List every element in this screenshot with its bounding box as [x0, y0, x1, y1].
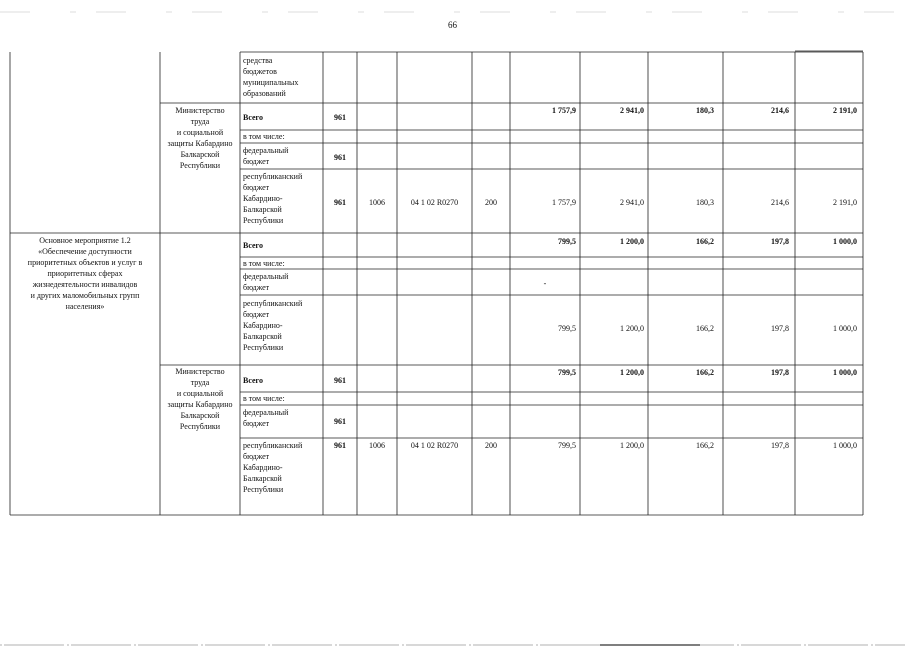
sec3-republic-line: Кабардино- [243, 463, 283, 472]
sec1-federal-line: бюджет [243, 157, 270, 166]
sec3-rep-value-1: 1 200,0 [620, 441, 644, 450]
sec1-federal-grbs: 961 [334, 153, 346, 162]
sec3-ministry-line: Республики [179, 422, 221, 431]
sec3-rep-vr: 200 [485, 441, 497, 450]
sec1-rep-rzpr: 1006 [369, 198, 385, 207]
sec1-total-1: 2 941,0 [620, 106, 644, 115]
sec3-ministry-line: труда [190, 378, 210, 387]
sec3-ministry-line: и социальной [176, 389, 224, 398]
sec1-vsego-grbs: 961 [334, 113, 346, 122]
sec3-federal-grbs: 961 [334, 417, 346, 426]
sec2-republic-line: Балкарской [243, 332, 282, 341]
sec3-rep-grbs: 961 [334, 441, 346, 450]
sec2-republic-line: Республики [243, 343, 284, 352]
sec1-federal [243, 145, 288, 167]
sec1-top-source-line: средства [243, 56, 273, 65]
sec2-rep-value-0: 799,5 [558, 324, 576, 333]
sec3-rep-csr: 04 1 02 R0270 [410, 441, 459, 450]
sec2-measure-line: приоритетных объектов и услуг в [27, 258, 143, 267]
sec3-rep-value-0: 799,5 [558, 441, 576, 450]
sec2-federal-line: федеральный [243, 272, 289, 281]
sec1-ministry-line: труда [190, 117, 210, 126]
sec2-republic-line: Кабардино- [243, 321, 283, 330]
sec2-rep-value-4: 1 000,0 [833, 324, 857, 333]
sec1-ministry-line: Министерство [175, 106, 225, 115]
sec3-total-2: 166,2 [696, 368, 714, 377]
sec3-federal-line: федеральный [243, 408, 289, 417]
sec2-federal [243, 271, 288, 293]
sec3-total-4: 1 000,0 [833, 368, 857, 377]
sec2-total-2: 166,2 [696, 237, 714, 246]
sec2-total-4: 1 000,0 [833, 237, 857, 246]
scan-edge-top [0, 0, 905, 2]
sec3-ministry-line: защиты Кабардино [167, 400, 233, 409]
sec3-total-1: 1 200,0 [620, 368, 644, 377]
sec1-republic-line: республиканский [243, 172, 303, 181]
sec3-total-0: 799,5 [558, 368, 576, 377]
sec1-top-source-line: образований [243, 89, 286, 98]
sec1-ministry-line: и социальной [176, 128, 224, 137]
sec1-ministry-line: защиты Кабардино [167, 139, 233, 148]
sec2-vsego-label: Всего [243, 241, 263, 250]
sec3-republic-line: Балкарской [243, 474, 282, 483]
sec2-federal-dash: - [543, 279, 547, 288]
sec3-ministry-line: Балкарской [180, 411, 220, 420]
sec2-v-tom-chisle: в том числе: [243, 259, 285, 268]
sec2-total-0: 799,5 [558, 237, 576, 246]
sec3-v-tom-chisle: в том числе: [243, 394, 285, 403]
sec1-rep-value-1: 2 941,0 [620, 198, 644, 207]
sec3-vsego-label: Всего [243, 376, 263, 385]
sec3-rep-rzpr: 1006 [369, 441, 385, 450]
sec1-federal-line: федеральный [243, 146, 289, 155]
sec3-vsego-grbs: 961 [334, 376, 346, 385]
sec3-rep-value-2: 166,2 [696, 441, 714, 450]
sec3-federal-line: бюджет [243, 419, 270, 428]
page-number: 66 [448, 20, 457, 30]
sec1-rep-value-3: 214,6 [771, 198, 789, 207]
sec2-measure-line: «Обеспечение доступности [38, 247, 132, 256]
scan-edge-top-marks [0, 11, 905, 13]
sec2-measure [10, 235, 160, 312]
sec1-rep-vr: 200 [485, 198, 497, 207]
sec1-vsego-label: Всего [243, 113, 263, 122]
sec3-republic-line: республиканский [243, 441, 303, 450]
sec1-rep-value-4: 2 191,0 [833, 198, 857, 207]
scan-edge-bottom [0, 634, 905, 638]
sec3-total-3: 197,8 [771, 368, 789, 377]
sec1-rep-value-0: 1 757,9 [552, 198, 576, 207]
sec1-ministry [160, 105, 240, 171]
sec2-total-3: 197,8 [771, 237, 789, 246]
scan-edge-bottom-marks [0, 643, 905, 647]
sec1-republic-line: бюджет [243, 183, 270, 192]
sec2-measure-line: жизнедеятельности инвалидов [32, 280, 138, 289]
sec2-federal-line: бюджет [243, 283, 270, 292]
sec1-top-source-line: бюджетов [243, 67, 277, 76]
sec3-ministry-line: Министерство [175, 367, 225, 376]
sec1-v-tom-chisle: в том числе: [243, 132, 285, 141]
sec1-top-source-line: муниципальных [243, 78, 299, 87]
sec1-rep-grbs: 961 [334, 198, 346, 207]
sec1-republic-line: Кабардино- [243, 194, 283, 203]
sec2-measure-line: приоритетных сферах [47, 269, 123, 278]
sec3-republic-line: бюджет [243, 452, 270, 461]
sec3-republic-line: Республики [243, 485, 284, 494]
sec1-ministry-line: Республики [179, 161, 221, 170]
sec1-total-4: 2 191,0 [833, 106, 857, 115]
sec2-rep-value-3: 197,8 [771, 324, 789, 333]
sec2-rep-value-2: 166,2 [696, 324, 714, 333]
sec3-rep-value-4: 1 000,0 [833, 441, 857, 450]
sec1-republic-line: Республики [243, 216, 284, 225]
sec2-republic [243, 298, 302, 353]
sec1-total-2: 180,3 [696, 106, 714, 115]
sec2-measure-line: Основное мероприятие 1.2 [39, 236, 131, 245]
sec3-rep-value-3: 197,8 [771, 441, 789, 450]
sec1-rep-csr: 04 1 02 R0270 [410, 198, 459, 207]
sec1-total-3: 214,6 [771, 106, 789, 115]
sec2-rep-value-1: 1 200,0 [620, 324, 644, 333]
sec1-ministry-line: Балкарской [180, 150, 220, 159]
sec1-top-source [243, 55, 321, 99]
sec2-total-1: 1 200,0 [620, 237, 644, 246]
sec2-measure-line: и других маломобильных групп [30, 291, 140, 300]
sec3-republic [243, 440, 302, 495]
sec2-measure-line: населения» [65, 302, 105, 311]
sec1-rep-value-2: 180,3 [696, 198, 714, 207]
sec1-republic [243, 171, 302, 226]
sec3-ministry [160, 366, 240, 432]
sec1-republic-line: Балкарской [243, 205, 282, 214]
sec1-total-0: 1 757,9 [552, 106, 576, 115]
sec2-republic-line: республиканский [243, 299, 303, 308]
sec2-republic-line: бюджет [243, 310, 270, 319]
sec3-federal [243, 407, 288, 429]
